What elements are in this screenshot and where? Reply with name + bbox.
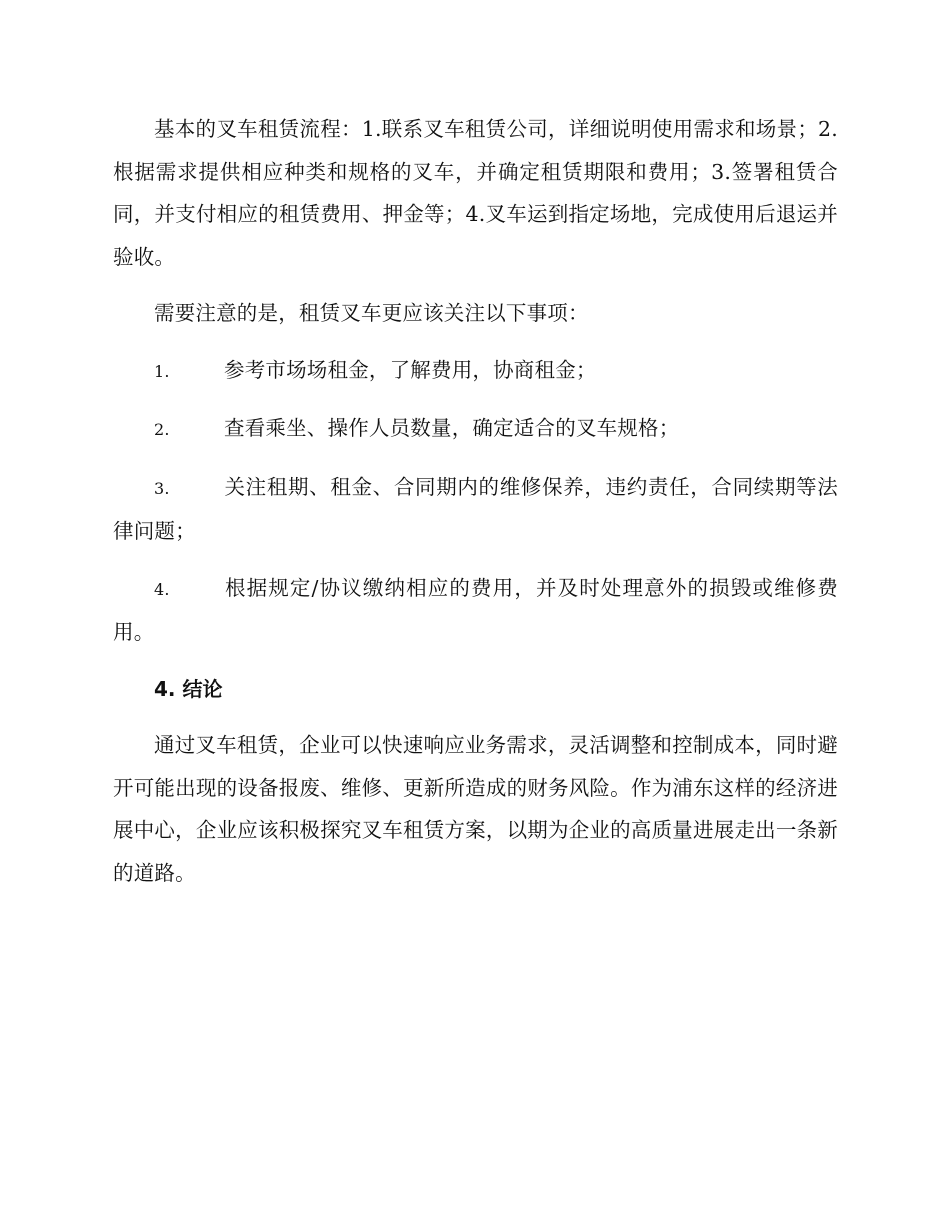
section-heading: 4. 结论: [154, 676, 223, 701]
notice-intro-paragraph: 需要注意的是，租赁叉车更应该关注以下事项：: [154, 301, 589, 325]
list-text: 查看乘坐、操作人员数量，确定适合的叉车规格；: [224, 416, 680, 440]
document-page: [113, 108, 838, 894]
list-number: 4.: [154, 579, 170, 599]
list-item: [113, 466, 838, 553]
rental-process-paragraph: 基本的叉车租赁流程：1.联系叉车租赁公司，详细说明使用需求和场景；2.根据需求提供相应种类和规格的叉车，并确定租赁期限和费用；3.签署租赁合同，并支付相应的租赁费用、押金等；4.叉车运到指定场地，完成使用后退运并验收。: [113, 117, 838, 269]
list-text: 参考市场场租金，了解费用，协商租金；: [224, 357, 597, 382]
list-text: 根据规定/协议缴纳相应的费用，并及时处理意外的损毁或维修费用。: [113, 575, 838, 644]
list-item: [113, 407, 838, 452]
list-number: 3.: [154, 478, 170, 498]
list-item: [113, 567, 838, 654]
list-item: [113, 349, 838, 394]
list-text: 关注租期、租金、合同期内的维修保养，违约责任，合同续期等法律问题；: [113, 474, 838, 543]
list-number: 1.: [154, 361, 170, 381]
list-number: 2.: [154, 420, 170, 439]
conclusion-paragraph: 通过叉车租赁，企业可以快速响应业务需求，灵活调整和控制成本，同时避开可能出现的设备报废、维修、更新所造成的财务风险。作为浦东这样的经济进展中心，企业应该积极探究叉车租赁方案，以期为企业的高质量进展走出一条新的道路。: [113, 733, 838, 885]
